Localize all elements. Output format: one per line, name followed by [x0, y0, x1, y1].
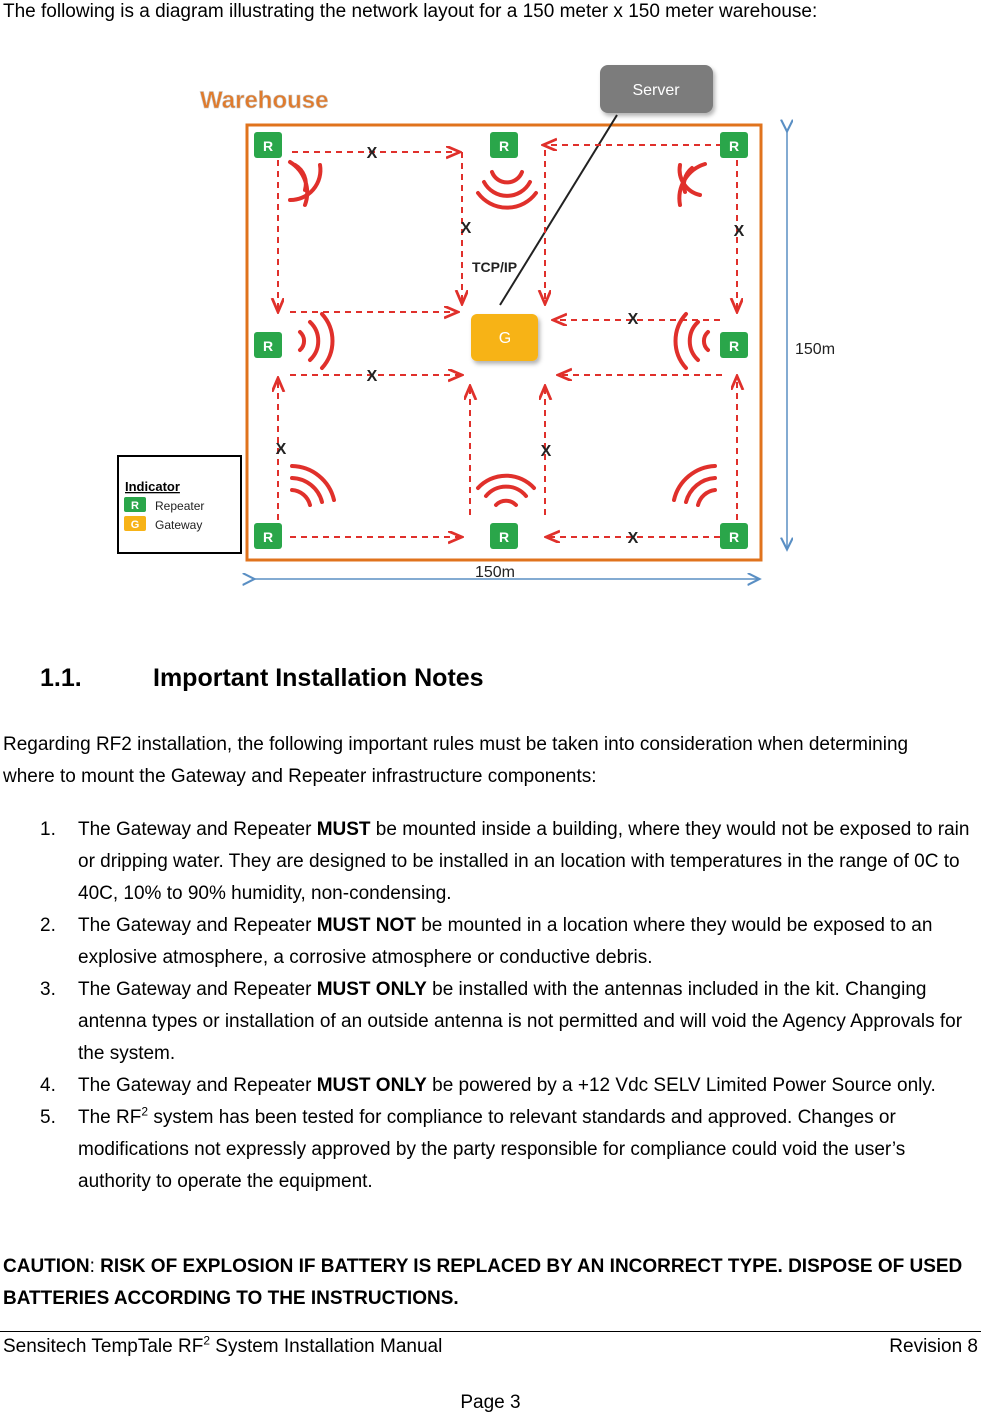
repeater-letter: R: [262, 138, 274, 154]
list-item: [0, 910, 975, 974]
blocked-mark: X: [627, 530, 639, 547]
note-emphasis: MUST ONLY: [316, 979, 427, 1000]
page-number: Page 3: [460, 1392, 521, 1413]
section-heading: [40, 664, 484, 693]
blocked-mark: X: [366, 145, 378, 162]
blocked-mark: X: [460, 220, 472, 237]
tcpip-label: TCP/IP: [472, 259, 518, 275]
repeater-letter: R: [262, 338, 274, 354]
footer-document-title: [3, 1333, 443, 1358]
legend: [118, 456, 241, 553]
dimension-right-label: 150m: [795, 341, 836, 358]
section-number: 1.1.: [40, 664, 82, 692]
repeater-letter: R: [498, 138, 510, 154]
note-text: The Gateway and Repeater: [78, 1075, 317, 1096]
list-number: 4.: [40, 1075, 56, 1096]
note-text: The Gateway and Repeater: [78, 819, 317, 840]
blocked-mark: X: [733, 223, 745, 240]
repeater-letter: R: [262, 529, 274, 545]
list-number: 3.: [40, 979, 56, 1000]
note-emphasis: MUST: [316, 819, 371, 840]
intro-paragraph: Regarding RF2 installation, the following important rules must be taken into consideration when determining where to mount the Gateway and Repeater infrastructure components:: [3, 734, 909, 787]
repeater-node: [720, 523, 748, 549]
caution-separator: :: [89, 1256, 101, 1277]
legend-repeater-label: Repeater: [155, 499, 205, 513]
note-text: be installed with the antennas included in the kit. Changing antenna types or installation of an outside antenna is not permitted and will void the Agency Approvals for the system.: [78, 979, 963, 1064]
legend-gateway-letter: G: [130, 519, 140, 531]
list-item: [0, 814, 975, 910]
note-text: be mounted in a location where they would be exposed to an explosive atmosphere, a corrosive atmosphere or conductive debris.: [78, 915, 933, 968]
warehouse-title: Warehouse: [200, 87, 329, 114]
blocked-mark: X: [275, 441, 287, 458]
server-label: Server: [632, 82, 680, 99]
gateway-letter: G: [498, 330, 512, 347]
repeater-letter: R: [728, 529, 740, 545]
superscript: 2: [203, 1333, 210, 1348]
note-emphasis: MUST NOT: [316, 915, 416, 936]
installation-notes-list: [0, 814, 975, 1198]
section-title: Important Installation Notes: [153, 664, 484, 692]
intro-text: The following is a diagram illustrating the network layout for a 150 meter x 150 meter warehouse:: [3, 1, 818, 22]
footer-revision: Revision 8: [889, 1336, 978, 1357]
note-text: The Gateway and Repeater: [78, 915, 317, 936]
server-node: [600, 65, 713, 113]
warehouse-network-diagram: [0, 50, 981, 610]
dimension-bottom-label: 150m: [474, 564, 516, 581]
superscript: 2: [141, 1104, 149, 1119]
list-item: [0, 974, 975, 1070]
repeater-node: [490, 523, 518, 549]
repeater-letter: R: [728, 338, 740, 354]
list-number: 1.: [40, 819, 56, 840]
footer-divider: [0, 1331, 981, 1332]
repeater-node: [490, 132, 518, 158]
list-number: 2.: [40, 915, 56, 936]
caution-notice: [3, 1251, 963, 1315]
note-text: The RF: [78, 1107, 142, 1128]
blocked-mark: X: [627, 311, 639, 328]
repeater-letter: R: [498, 529, 510, 545]
repeater-node: [254, 132, 282, 158]
repeater-node: [254, 332, 282, 358]
blocked-mark: X: [366, 368, 378, 385]
legend-gateway-label: Gateway: [155, 518, 203, 532]
footer-title-text: System Installation Manual: [210, 1336, 443, 1357]
blocked-mark: X: [540, 443, 552, 460]
caution-label: CAUTION: [3, 1256, 90, 1277]
repeater-node: [254, 523, 282, 549]
note-text: system has been tested for compliance to relevant standards and approved. Changes or modifications not expressly approved by the party responsible for compliance could void the user’s authority to operate the equipment.: [78, 1107, 906, 1192]
note-text: The Gateway and Repeater: [78, 979, 317, 1000]
note-emphasis: MUST ONLY: [316, 1075, 427, 1096]
footer-title-text: Sensitech TempTale RF: [3, 1336, 204, 1357]
note-text: be powered by a +12 Vdc SELV Limited Power Source only.: [426, 1075, 936, 1096]
legend-title: Indicator: [125, 479, 180, 494]
repeater-letter: R: [728, 138, 740, 154]
repeater-node: [720, 332, 748, 358]
legend-repeater-letter: R: [131, 500, 139, 512]
gateway-node: [471, 314, 538, 361]
caution-text: RISK OF EXPLOSION IF BATTERY IS REPLACED BY AN INCORRECT TYPE. DISPOSE OF USED BATTERIES ACCORDING TO THE INSTRUCTIONS.: [3, 1256, 963, 1309]
repeater-node: [720, 132, 748, 158]
list-item: [0, 1070, 975, 1102]
list-number: 5.: [40, 1107, 56, 1128]
list-item: [0, 1102, 975, 1198]
note-text: be mounted inside a building, where they would not be exposed to rain or dripping water. They are designed to be installed in an location with temperatures in the range of 0C to 40C, 10% to 90% humidity, non-condensing.: [78, 819, 970, 904]
